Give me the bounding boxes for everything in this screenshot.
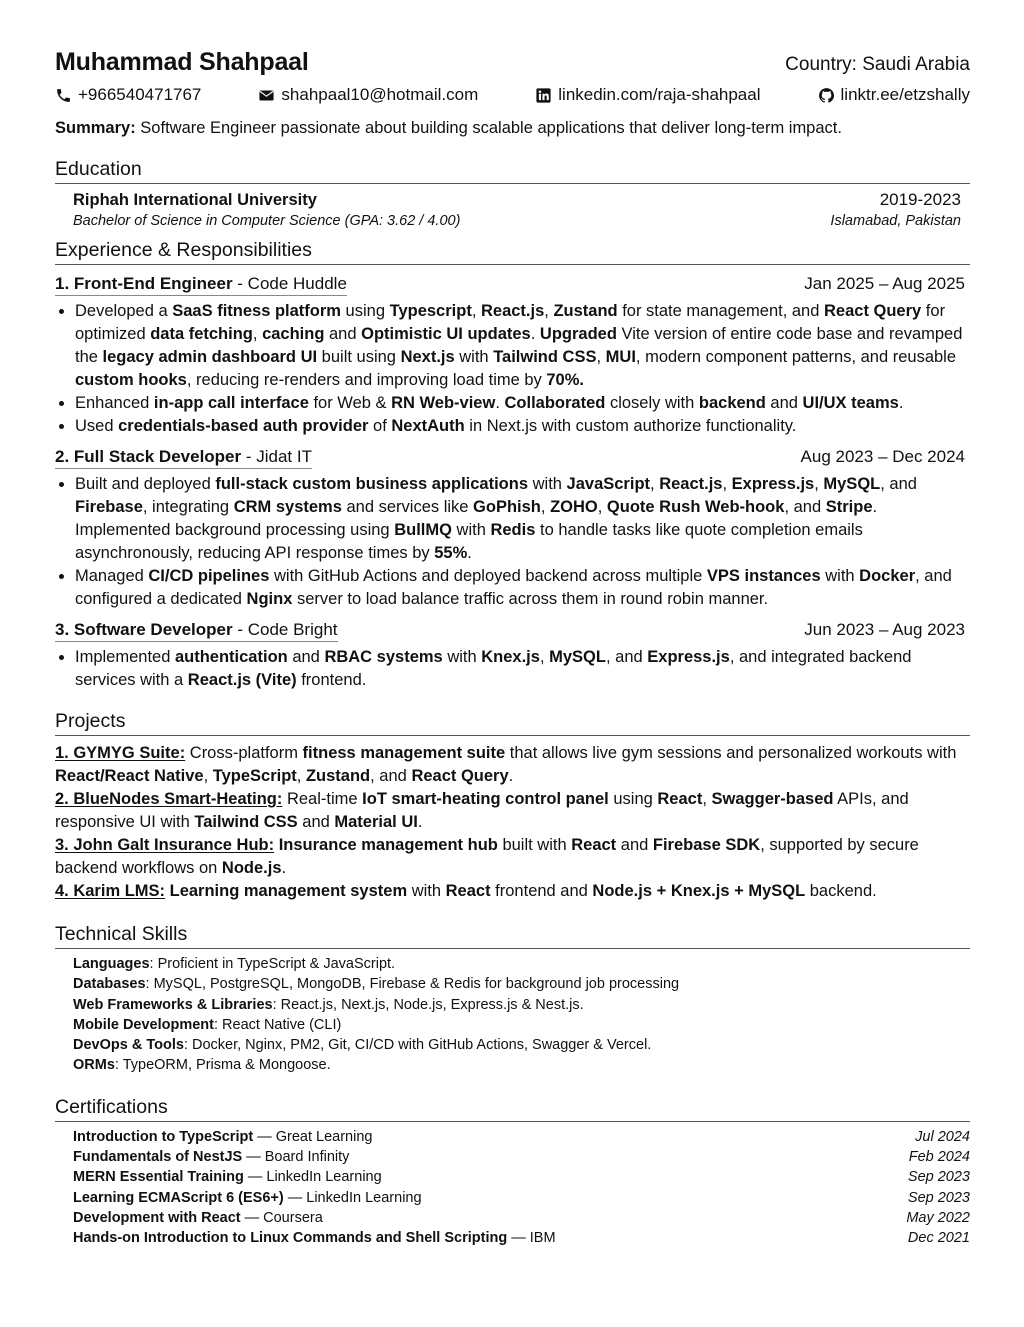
education-location: Islamabad, Pakistan [830, 213, 961, 229]
skill-row [73, 1055, 970, 1075]
skill-label: Databases [73, 976, 146, 993]
job-title [55, 447, 312, 469]
job-company: - Code Huddle [232, 274, 347, 293]
text-segment: Implemented [75, 648, 175, 666]
bold-text: SaaS fitness platform [172, 302, 341, 320]
contact-email[interactable] [258, 85, 478, 105]
certification-issuer: — LinkedIn Learning [243, 1169, 382, 1186]
project-title: 3. John Galt Insurance Hub: [55, 836, 275, 854]
certification-name: Learning ECMAScript 6 (ES6+) [73, 1189, 284, 1206]
job-entry [55, 274, 970, 438]
bold-text: Swagger-based [711, 790, 834, 808]
certification-row [73, 1127, 970, 1147]
project-title: 2. BlueNodes Smart-Heating: [55, 790, 283, 808]
bold-text: NextAuth [391, 417, 465, 435]
bold-text: Next.js [400, 348, 455, 366]
certification-name: MERN Essential Training [73, 1169, 244, 1186]
text-segment: , [471, 302, 481, 320]
text-segment: , [252, 325, 263, 343]
bold-text: Redis [490, 521, 536, 539]
text-segment: and [324, 325, 362, 343]
bold-text: Stripe [825, 498, 873, 516]
text-segment: of [368, 417, 392, 435]
text-segment: , reducing re-renders and improving load time by [186, 371, 547, 389]
bold-text: Zustand [305, 767, 371, 785]
text-segment: . [417, 813, 423, 831]
certification-name: Fundamentals of NestJS [73, 1149, 243, 1166]
certification-title [73, 1228, 556, 1248]
bold-text: in-app call interface [153, 394, 309, 412]
bold-text: RBAC systems [324, 648, 443, 666]
text-segment: with [528, 475, 567, 493]
bold-text: React/React Native [55, 767, 204, 785]
certifications-list [55, 1127, 970, 1249]
bold-text: RN Web-view [391, 394, 496, 412]
text-segment: using [340, 302, 390, 320]
bold-text: UI/UX teams [802, 394, 899, 412]
text-segment: . [495, 394, 505, 412]
certification-date: Sep 2023 [907, 1169, 970, 1186]
bold-text: Express.js [731, 475, 815, 493]
certification-date: Feb 2024 [908, 1149, 970, 1166]
bold-text: legacy admin dashboard UI [102, 348, 318, 366]
text-segment: . [530, 325, 540, 343]
bold-text: React [571, 836, 617, 854]
text-segment: , [650, 475, 660, 493]
text-segment: with [454, 348, 494, 366]
bold-text: caching [262, 325, 325, 343]
text-segment: Developed a [75, 302, 173, 320]
header [55, 48, 970, 77]
job-role: 2. Full Stack Developer [55, 447, 242, 466]
text-segment: to handle tasks like quote completion emails asynchronously, reducing API response times by [75, 521, 863, 562]
certification-name: Hands-on Introduction to Linux Commands and Shell Scripting [73, 1230, 508, 1247]
degree: Bachelor of Science in Computer Science (GPA: 3.62 / 4.00) [73, 213, 461, 229]
skill-row [73, 995, 970, 1015]
job-entry [55, 620, 970, 692]
text-segment: in Next.js with custom authorize functionality. [464, 417, 797, 435]
mail-icon [258, 87, 275, 104]
skill-label: Mobile Development [73, 1016, 214, 1033]
bold-text: Insurance management hub [278, 836, 498, 854]
bullet-item [75, 415, 970, 438]
text-segment: , and [880, 475, 917, 493]
text-segment: for optimized [75, 302, 946, 343]
certification-row [73, 1147, 970, 1167]
bold-text: ZOHO [550, 498, 598, 516]
text-segment: with [442, 648, 482, 666]
certification-title [73, 1167, 382, 1187]
contact-phone[interactable] [55, 85, 201, 105]
bullet-item [75, 300, 970, 392]
bold-text: React Query [411, 767, 509, 785]
text-segment: , [544, 302, 554, 320]
bold-text: Docker [859, 567, 916, 585]
text-segment: Cross-platform [185, 744, 303, 762]
text-segment: Managed [75, 567, 149, 585]
text-segment: Real-time [282, 790, 363, 808]
text-segment: Enhanced [75, 394, 154, 412]
text-segment: and services like [341, 498, 474, 516]
country: Country: Saudi Arabia [785, 54, 970, 75]
job-title [55, 274, 347, 296]
job-bullets [55, 473, 970, 611]
bold-text: Optimistic UI updates [361, 325, 531, 343]
skill-label: ORMs [73, 1057, 115, 1074]
certification-date: Dec 2021 [907, 1230, 970, 1247]
bold-text: Firebase [75, 498, 143, 516]
text-segment: . [898, 394, 904, 412]
job-company: - Jidat IT [241, 447, 312, 466]
skills-list [55, 954, 970, 1076]
job-role: 1. Front-End Engineer [55, 274, 233, 293]
bold-text: Quote Rush Web-hook [606, 498, 785, 516]
skill-text: : MySQL, PostgreSQL, MongoDB, Firebase & Redis for background job processing [145, 976, 680, 993]
text-segment: and [765, 394, 803, 412]
contact-github[interactable] [818, 85, 970, 105]
job-dates: Aug 2023 – Dec 2024 [800, 447, 965, 466]
certification-row [73, 1188, 970, 1208]
bold-text: backend [698, 394, 766, 412]
project-item [55, 742, 970, 788]
skill-label: Web Frameworks & Libraries [73, 996, 273, 1013]
phone-text: +966540471767 [78, 85, 202, 104]
bold-text: Tailwind CSS [194, 813, 298, 831]
school-name: Riphah International University [73, 191, 317, 209]
skill-text: : Docker, Nginx, PM2, Git, CI/CD with GitHub Actions, Swagger & Vercel. [183, 1037, 652, 1054]
text-segment: Vite version of entire code base and revamped the [75, 325, 963, 366]
experience-list [55, 274, 970, 692]
text-segment: built using [317, 348, 401, 366]
bold-text: React.js (Vite) [187, 671, 297, 689]
bold-text: Material UI [334, 813, 418, 831]
bold-text: CRM systems [233, 498, 342, 516]
text-segment: , and configured a dedicated [75, 567, 952, 608]
certification-name: Development with React [73, 1209, 241, 1226]
bold-text: Learning management system [169, 882, 408, 900]
certification-row [73, 1167, 970, 1187]
text-segment: . [508, 767, 514, 785]
bold-text: VPS instances [706, 567, 821, 585]
bold-text: Node.js + Knex.js + MySQL [592, 882, 806, 900]
text-segment: , [597, 498, 607, 516]
skill-label: Languages [73, 956, 150, 972]
bold-text: custom hooks [75, 371, 187, 389]
github-text: linktr.ee/etzshally [840, 85, 970, 104]
education-dates: 2019-2023 [879, 190, 961, 209]
bold-text: Express.js [647, 648, 730, 666]
job-title [55, 620, 338, 642]
bold-text: React [445, 882, 491, 900]
bold-text: CI/CD pipelines [148, 567, 270, 585]
education-heading: Education [55, 158, 970, 184]
text-segment: frontend and [490, 882, 593, 900]
text-segment: , and [370, 767, 412, 785]
skill-label: DevOps & Tools [73, 1037, 184, 1054]
bold-text: Firebase SDK [652, 836, 761, 854]
job-bullets [55, 300, 970, 438]
project-item [55, 834, 970, 880]
bold-text: TypeScript [212, 767, 297, 785]
text-segment: , [702, 790, 712, 808]
text-segment: , [203, 767, 213, 785]
text-segment: frontend. [296, 671, 367, 689]
text-segment: , and [784, 498, 826, 516]
job-header [55, 620, 970, 642]
text-segment: for Web & [308, 394, 392, 412]
certification-date: Jul 2024 [915, 1128, 970, 1145]
skill-text: : React.js, Next.js, Node.js, Express.js & Nest.js. [272, 996, 584, 1013]
summary [55, 119, 970, 138]
skill-row [73, 974, 970, 994]
bold-text: MySQL [549, 648, 606, 666]
bold-text: Knex.js [481, 648, 540, 666]
certification-date: May 2022 [906, 1209, 970, 1226]
job-header [55, 447, 970, 469]
text-segment: closely with [605, 394, 699, 412]
bold-text: Nginx [246, 590, 293, 608]
text-segment: and [287, 648, 325, 666]
certification-issuer: — Board Infinity [242, 1149, 350, 1166]
certifications-heading: Certifications [55, 1096, 970, 1122]
project-item [55, 788, 970, 834]
contact-row [55, 85, 970, 105]
text-segment: with [407, 882, 446, 900]
bold-text: GoPhish [473, 498, 541, 516]
job-role: 3. Software Developer [55, 620, 233, 639]
bold-text: React Query [824, 302, 922, 320]
bullet-item [75, 392, 970, 415]
text-segment: , [296, 767, 306, 785]
education-entry [55, 190, 970, 229]
project-title: 4. Karim LMS: [55, 882, 166, 900]
skill-text: : React Native (CLI) [214, 1016, 342, 1033]
text-segment: , and [605, 648, 648, 666]
text-segment: using [608, 790, 658, 808]
text-segment: with GitHub Actions and deployed backend across multiple [269, 567, 707, 585]
project-item [55, 880, 970, 903]
text-segment: and [616, 836, 653, 854]
certification-title [73, 1127, 372, 1147]
bold-text: JavaScript [566, 475, 651, 493]
text-segment: , supported by secure backend workflows on [55, 836, 919, 877]
bold-text: MUI [605, 348, 636, 366]
certification-title [73, 1208, 323, 1228]
bullet-item [75, 565, 970, 611]
skill-row [73, 1035, 970, 1055]
job-company: - Code Bright [232, 620, 338, 639]
bold-text: MySQL [823, 475, 881, 493]
resume-page [55, 48, 970, 1249]
certification-name: Introduction to TypeScript [73, 1128, 254, 1145]
text-segment: , [540, 498, 551, 516]
job-dates: Jun 2023 – Aug 2023 [804, 620, 965, 639]
text-segment: . Implemented background processing using [75, 498, 878, 539]
bold-text: Node.js [221, 859, 282, 877]
bold-text: authentication [174, 648, 288, 666]
certification-issuer: — IBM [507, 1230, 556, 1247]
text-segment: with [451, 521, 491, 539]
text-segment: , [814, 475, 824, 493]
linkedin-text: linkedin.com/raja-shahpaal [558, 85, 761, 104]
text-segment: built with [497, 836, 572, 854]
skill-row [73, 954, 970, 974]
certification-row [73, 1228, 970, 1248]
text-segment: APIs, and responsive UI with [55, 790, 909, 831]
text-segment: for state management, and [617, 302, 824, 320]
text-segment: Used [75, 417, 119, 435]
text-segment: and [297, 813, 335, 831]
bold-text: Zustand [553, 302, 618, 320]
job-header [55, 274, 970, 296]
text-segment: backend. [805, 882, 877, 900]
bold-text: Typescript [389, 302, 472, 320]
bold-text: 70%. [546, 371, 584, 389]
skill-row [73, 1015, 970, 1035]
certification-issuer: — LinkedIn Learning [283, 1189, 422, 1206]
bold-text: BullMQ [394, 521, 452, 539]
projects-heading: Projects [55, 710, 970, 736]
summary-label: Summary: [55, 119, 136, 137]
certification-issuer: — Coursera [240, 1209, 323, 1226]
certification-issuer: — Great Learning [253, 1128, 373, 1145]
project-title: 1. GYMYG Suite: [55, 744, 186, 762]
certification-title [73, 1147, 349, 1167]
skill-text: : TypeORM, Prisma & Mongoose. [114, 1057, 331, 1074]
text-segment: , [539, 648, 550, 666]
bold-text: fitness management suite [302, 744, 506, 762]
text-segment: . [281, 859, 287, 877]
skill-text: : Proficient in TypeScript & JavaScript. [149, 956, 396, 972]
text-segment: , and integrated backend services with a [75, 648, 912, 689]
text-segment: , modern component patterns, and reusable [635, 348, 957, 366]
bullet-item [75, 646, 970, 692]
bullet-item [75, 473, 970, 565]
text-segment: with [820, 567, 860, 585]
job-dates: Jan 2025 – Aug 2025 [804, 274, 965, 293]
candidate-name: Muhammad Shahpaal [55, 48, 309, 76]
github-icon [818, 87, 835, 104]
bold-text: Tailwind CSS [493, 348, 597, 366]
text-segment: , [722, 475, 732, 493]
bold-text: full-stack custom business applications [215, 475, 529, 493]
bold-text: credentials-based auth provider [118, 417, 369, 435]
text-segment: Built and deployed [75, 475, 216, 493]
bold-text: Upgraded [539, 325, 617, 343]
bold-text: data fetching [150, 325, 253, 343]
text-segment: , integrating [142, 498, 234, 516]
bold-text: IoT smart-heating control panel [362, 790, 609, 808]
text-segment: , [596, 348, 606, 366]
certification-date: Sep 2023 [907, 1189, 970, 1206]
summary-text: Software Engineer passionate about building scalable applications that deliver long-term impact. [140, 119, 842, 137]
experience-heading: Experience & Responsibilities [55, 239, 970, 265]
phone-icon [55, 87, 72, 104]
skills-heading: Technical Skills [55, 923, 970, 949]
bold-text: 55% [434, 544, 468, 562]
text-segment: . [467, 544, 472, 562]
bold-text: Collaborated [504, 394, 606, 412]
job-entry [55, 447, 970, 611]
projects-list [55, 742, 970, 903]
certification-row [73, 1208, 970, 1228]
text-segment: that allows live gym sessions and personalized workouts with [505, 744, 957, 762]
job-bullets [55, 646, 970, 692]
contact-linkedin[interactable] [535, 85, 760, 105]
bold-text: React.js [480, 302, 545, 320]
email-text: shahpaal10@hotmail.com [281, 85, 479, 104]
linkedin-icon [535, 87, 552, 104]
bold-text: React [657, 790, 703, 808]
bold-text: React.js [659, 475, 723, 493]
text-segment: server to load balance traffic across them in round robin manner. [292, 590, 769, 608]
certification-title [73, 1188, 422, 1208]
